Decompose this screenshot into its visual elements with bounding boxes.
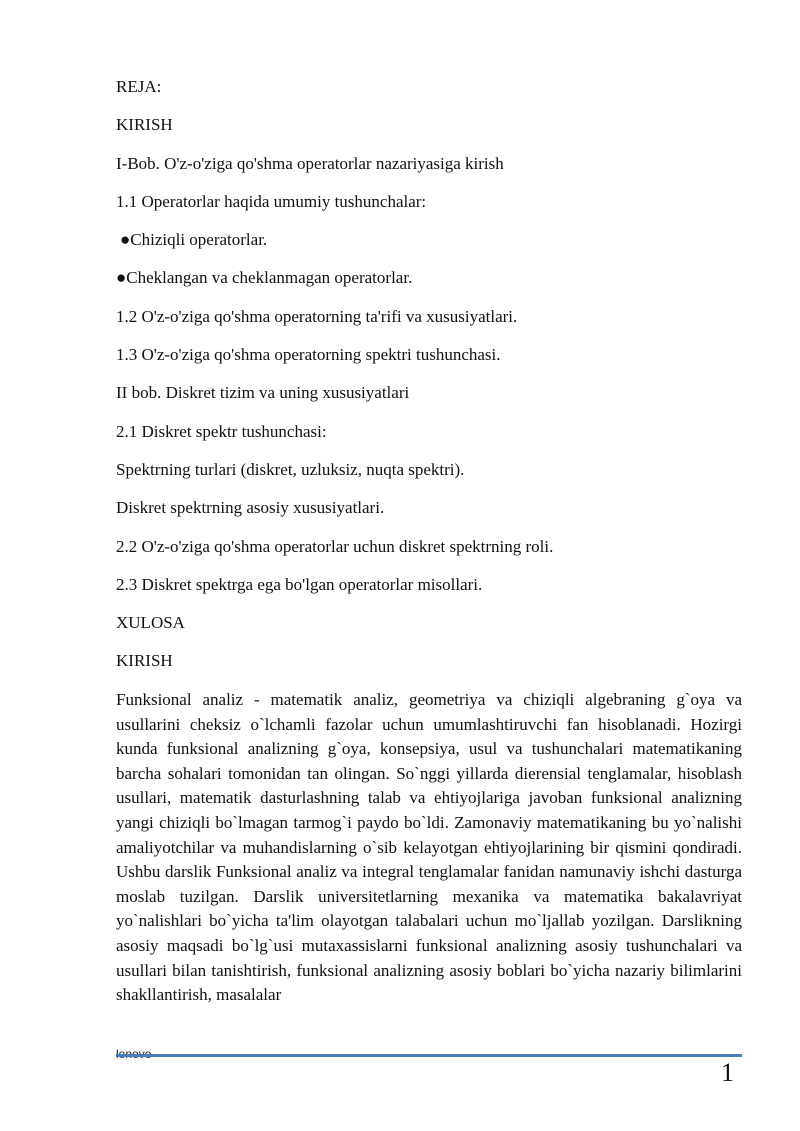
toc-bullet-item: ●Cheklangan va cheklanmagan operatorlar. — [116, 268, 413, 288]
toc-item: 1.2 O'z-o'ziga qo'shma operatorning ta'rifi va xususiyatlari. — [116, 306, 518, 326]
toc-heading: REJA: — [116, 77, 162, 96]
toc-item: I-Bob. O'z-o'ziga qo'shma operatorlar nazariyasiga kirish — [116, 153, 504, 173]
toc-item: 1.3 O'z-o'ziga qo'shma operatorning spektri tushunchasi. — [116, 345, 501, 365]
toc-item: 2.1 Diskret spektr tushunchasi: — [116, 421, 327, 441]
toc-item: 1.1 Operatorlar haqida umumiy tushunchalar: — [116, 191, 427, 211]
toc-item: 2.3 Diskret spektrga ega bo'lgan operatorlar misollari. — [116, 574, 483, 594]
toc-item: Diskret spektrning asosiy xususiyatlari. — [116, 498, 385, 518]
toc-item: XULOSA — [116, 613, 185, 633]
toc-item: II bob. Diskret tizim va uning xususiyatlari — [116, 383, 410, 403]
table-of-contents — [116, 76, 746, 689]
toc-item: 2.2 O'z-o'ziga qo'shma operatorlar uchun diskret spektrning roli. — [116, 536, 554, 556]
body-paragraph: Funksional analiz - matematik analiz, geometriya va chiziqli algebraning g`oya va usullarini cheksiz o`lchamli fazolar uchun umumlashtiruvchi fan hisoblanadi. Hozirgi kunda funksional analizning g`oya, konsepsiya, usul va tushunchalari matematikaning barcha sohalari tomonidan tan olingan. So`nggi yillarda dierensial tenglamalar, hisoblash usullari, matematik dasturlashning talab va ehtiyojlariga javoban funksional analizning yangi chiziqli bo`lmagan tarmog`i paydo bo`ldi. Zamonaviy matematikaning bu yo`nalishi amaliyotchilar va muhandislarning o`sib kelayotgan ehtiyojlarining bir qismini qondiradi. Ushbu darslik Funksional analiz va integral tenglamalar fanidan namunaviy ishchi dasturga moslab tuzilgan. Darslik universitetlarning mexanika va matematika bakalavriyat yo`nalishlari bo`yicha ta'lim olayotgan talabalari uchun mo`ljallab yozilgan. Darslikning asosiy maqsadi bo`lg`usi mutaxassislarni funksional analizning asosiy tushunchalari va usullari bilan tanishtirish, funksional analizning asosiy boblari bo`yicha nazariy bilimlarini shakllantirish, masalalar — [116, 690, 742, 1005]
footer-divider — [116, 1054, 742, 1057]
page-number: 1 — [721, 1058, 734, 1087]
toc-item: KIRISH — [116, 115, 173, 135]
section-heading: KIRISH — [116, 651, 173, 671]
toc-item: Spektrning turlari (diskret, uzluksiz, nuqta spektri). — [116, 459, 465, 479]
toc-bullet-item: ●Chiziqli operatorlar. — [120, 230, 268, 250]
